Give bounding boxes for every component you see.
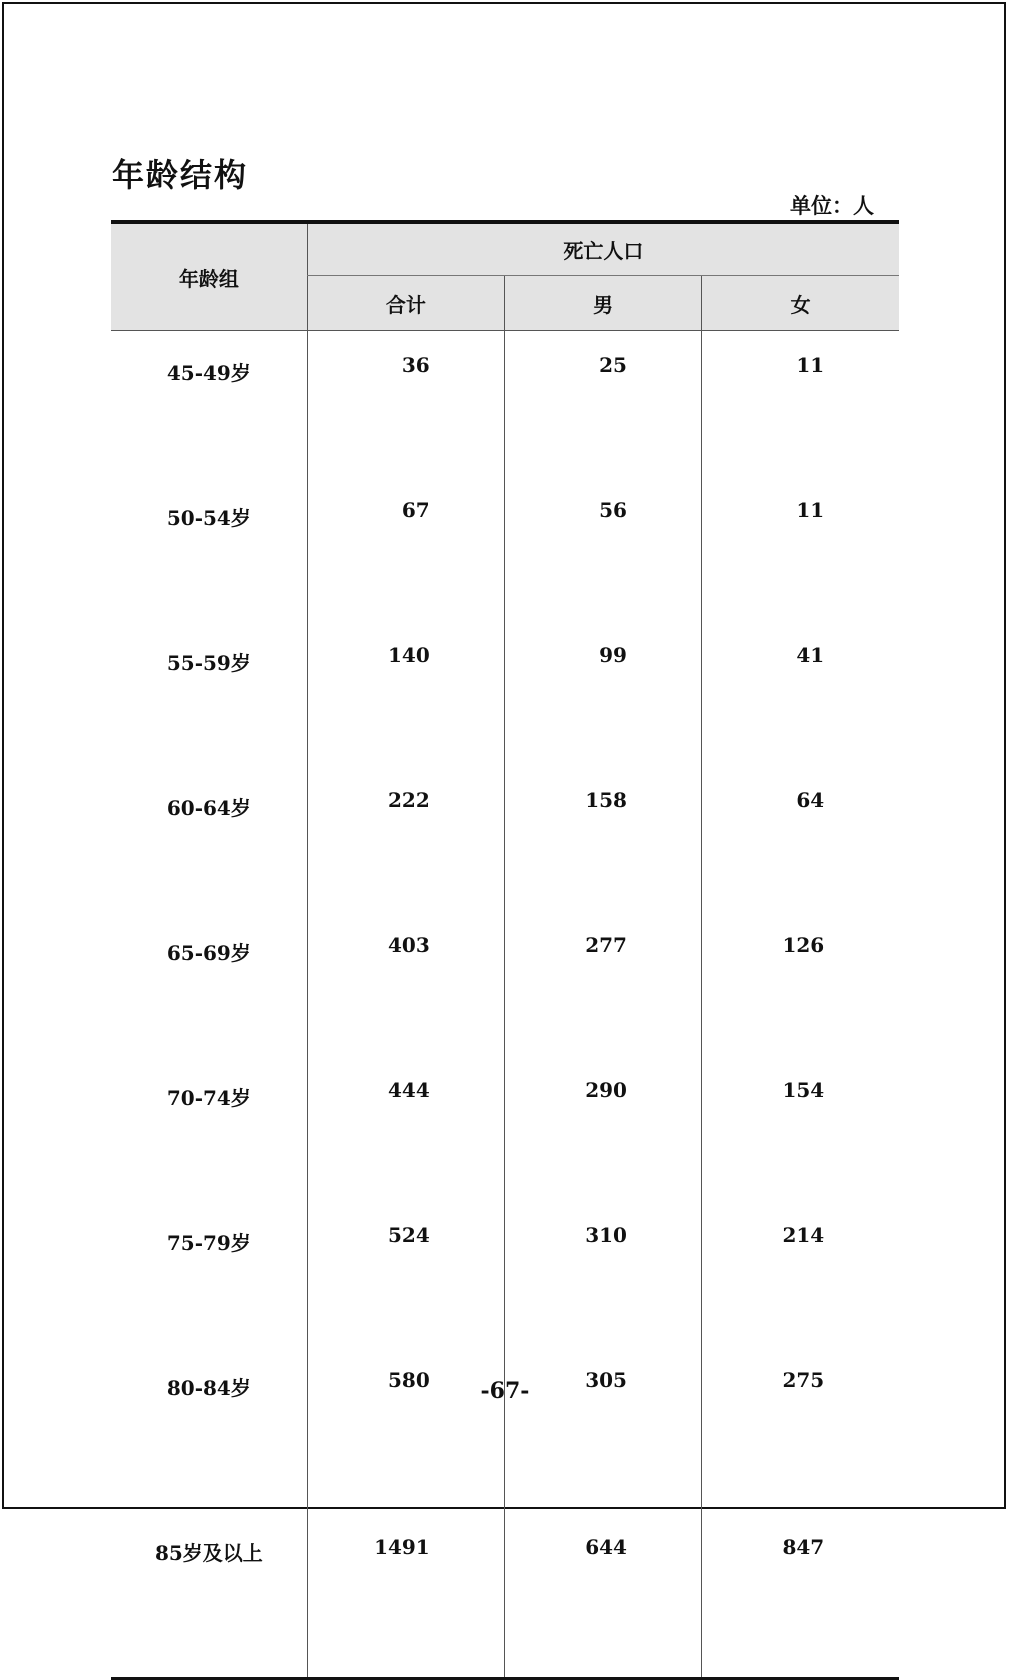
table-row [111, 476, 899, 621]
age-group-cell: 70-74岁 [166, 1086, 251, 1110]
total-cell: 67 [401, 498, 430, 522]
male-column-header: 男 [504, 276, 701, 331]
table-row [111, 766, 899, 911]
total-cell: 222 [387, 788, 430, 812]
age-group-cell: 50-54岁 [166, 506, 251, 530]
age-group-cell: 65-69岁 [166, 941, 251, 965]
female-cell: 41 [796, 643, 825, 667]
table-row [111, 1056, 899, 1201]
table-row [111, 1346, 899, 1491]
table-row [111, 331, 899, 477]
age-group-cell: 75-79岁 [166, 1231, 251, 1255]
male-cell: 56 [599, 498, 627, 522]
male-cell: 99 [599, 643, 627, 667]
age-group-cell: 60-64岁 [166, 796, 251, 820]
male-cell: 305 [585, 1368, 627, 1392]
table-row [111, 1201, 899, 1346]
male-cell: 158 [585, 788, 627, 812]
total-column-header: 合计 [307, 276, 504, 331]
male-cell: 310 [585, 1223, 627, 1247]
female-cell: 214 [782, 1223, 825, 1247]
table-row [111, 1491, 899, 1679]
male-cell: 277 [585, 933, 627, 957]
female-cell: 64 [796, 788, 825, 812]
male-cell: 25 [599, 353, 627, 377]
total-cell: 580 [387, 1368, 430, 1392]
total-cell: 140 [387, 643, 430, 667]
table-row [111, 621, 899, 766]
age-group-cell: 45-49岁 [166, 361, 251, 385]
total-cell: 524 [387, 1223, 430, 1247]
total-cell: 403 [387, 933, 430, 957]
age-group-cell: 80-84岁 [166, 1376, 251, 1400]
age-group-header: 年龄组 [111, 222, 307, 331]
female-cell: 11 [796, 498, 825, 522]
female-cell: 275 [782, 1368, 825, 1392]
male-cell: 644 [585, 1535, 627, 1559]
age-group-cell: 85岁及以上 [111, 1491, 307, 1679]
deaths-group-header: 死亡人口 [307, 222, 899, 276]
total-cell: 1491 [374, 1535, 430, 1559]
total-cell: 444 [387, 1078, 430, 1102]
male-cell: 290 [585, 1078, 627, 1102]
unit-label: 单位：人 [790, 193, 874, 218]
age-structure-table [111, 220, 899, 1680]
age-group-cell: 55-59岁 [166, 651, 251, 675]
female-cell: 11 [796, 353, 825, 377]
female-cell: 847 [782, 1535, 825, 1559]
page-number: -67- [480, 1378, 530, 1404]
female-column-header: 女 [702, 276, 899, 331]
total-cell: 36 [401, 353, 430, 377]
female-cell: 154 [782, 1078, 825, 1102]
female-cell: 126 [782, 933, 825, 957]
table-row [111, 911, 899, 1056]
page-title: 年龄结构 [112, 156, 249, 194]
